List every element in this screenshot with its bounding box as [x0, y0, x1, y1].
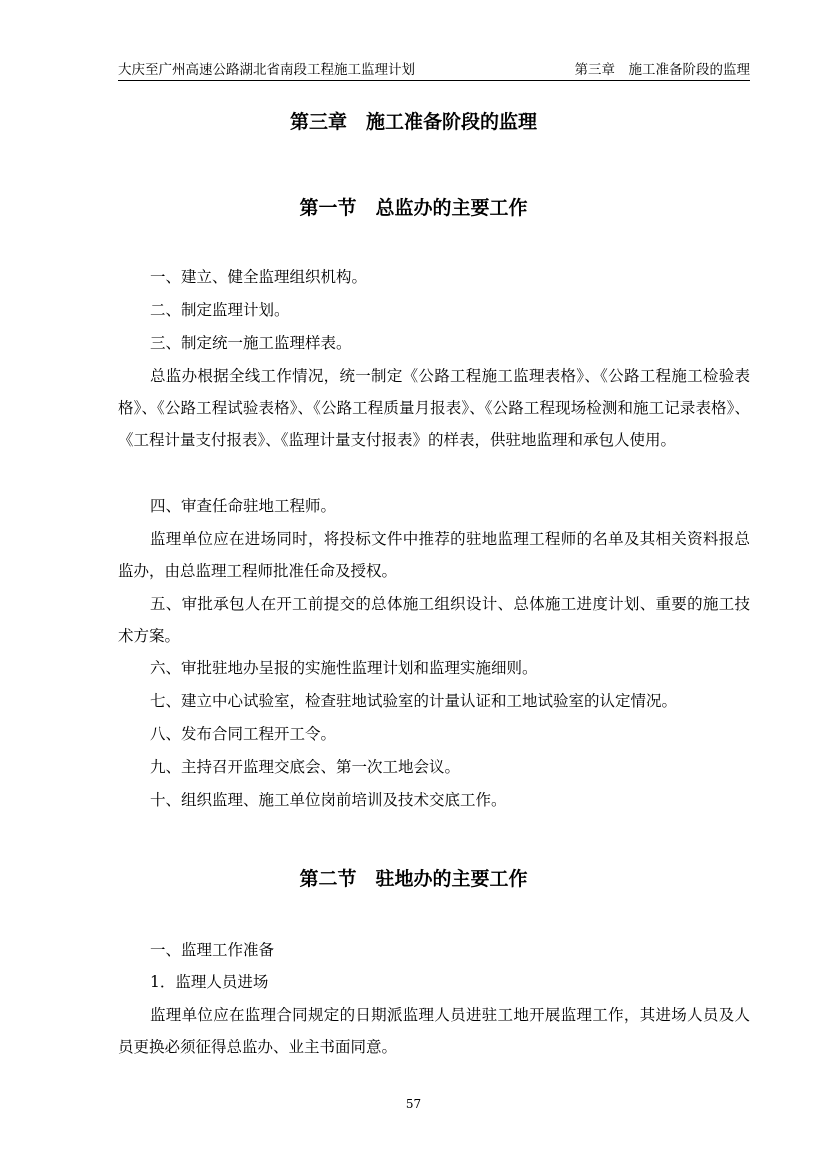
section1-item-9: 九、主持召开监理交底会、第一次工地会议。	[150, 758, 461, 776]
section1-item-3: 三、制定统一施工监理样表。	[150, 334, 352, 352]
section1-paragraph-1: 总监办根据全线工作情况，统一制定《公路工程施工监理表格》、《公路工程施工检验表格》、《公路工程试验表格》、《公路工程质量月报表》、《公路工程现场检测和施工记录表格》、《工程计量支付报表》、《监理计量支付报表》的样表，供驻地监理和承包人使用。	[118, 367, 750, 449]
header-chapter-title: 第三章 施工准备阶段的监理	[574, 62, 750, 78]
section1-item-10: 十、组织监理、施工单位岗前培训及技术交底工作。	[150, 791, 507, 809]
section2-item-1: 一、监理工作准备	[150, 941, 275, 959]
section1-item-4: 四、审查任命驻地工程师。	[150, 497, 337, 515]
section2-title: 第二节 驻地办的主要工作	[299, 868, 528, 890]
section1-item-6: 六、审批驻地办呈报的实施性监理计划和监理实施细则。	[150, 659, 538, 677]
chapter-title: 第三章 施工准备阶段的监理	[289, 111, 537, 133]
header-document-title: 大庆至广州高速公路湖北省南段工程施工监理计划	[118, 62, 415, 78]
section1-paragraph-2: 监理单位应在进场同时，将投标文件中推荐的驻地监理工程师的名单及其相关资料报总监办，由总监理工程师批准任命及授权。	[118, 530, 750, 580]
section2-paragraph-1: 监理单位应在监理合同规定的日期派监理人员进驻工地开展监理工作，其进场人员及人员更换必须征得总监办、业主书面同意。	[118, 1006, 750, 1056]
section1-title: 第一节 总监办的主要工作	[299, 197, 528, 219]
page-number: 57	[405, 1097, 422, 1111]
section1-item-1: 一、建立、健全监理组织机构。	[150, 268, 368, 286]
section2-subitem-1: 1．监理人员进场	[150, 973, 269, 991]
section1-item-2: 二、制定监理计划。	[150, 301, 290, 319]
page-header	[118, 60, 750, 81]
section1-item-8: 八、发布合同工程开工令。	[150, 725, 337, 743]
section1-item-5: 五、审批承包人在开工前提交的总体施工组织设计、总体施工进度计划、重要的施工技术方案。	[118, 595, 750, 645]
section1-item-7: 七、建立中心试验室，检查驻地试验室的计量认证和工地试验室的认定情况。	[150, 692, 678, 710]
